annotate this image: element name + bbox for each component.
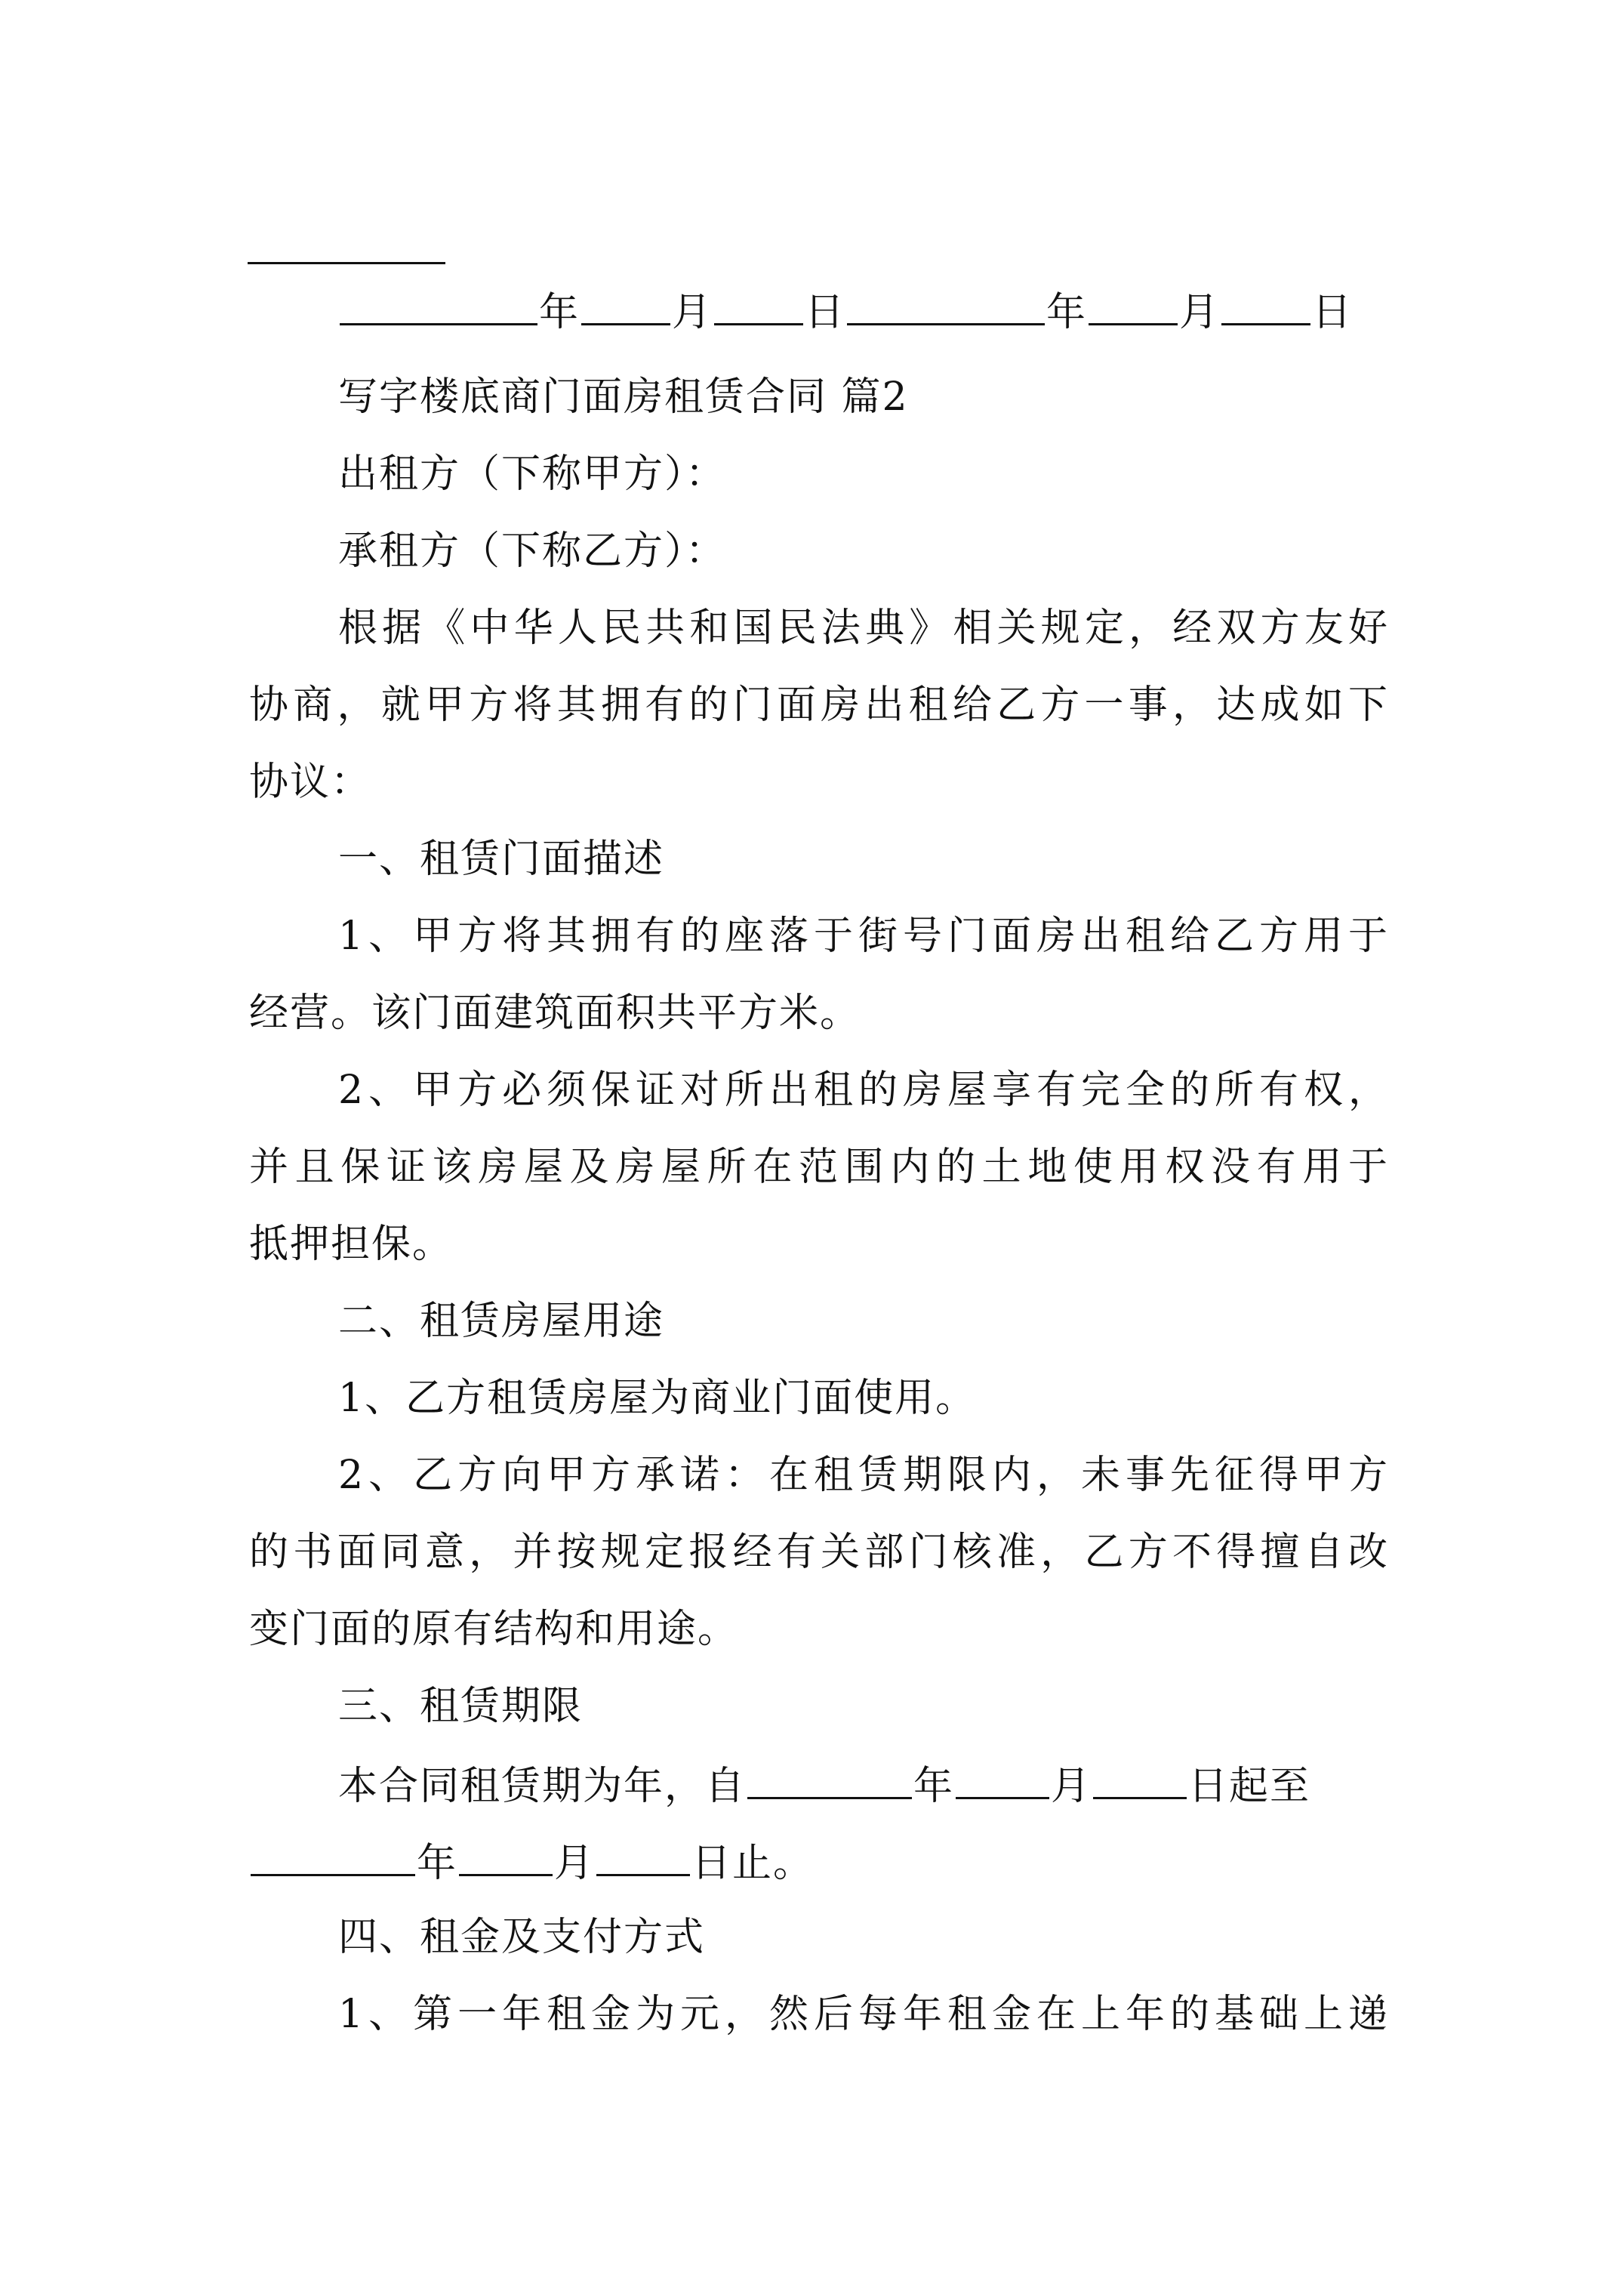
intro-line-2: 协商，就甲方将其拥有的门面房出租给乙方一事，达成如下 [249, 683, 1389, 728]
section-1-item-2-line-3: 抵押担保。 [249, 1222, 454, 1267]
end-year-blank [251, 1836, 415, 1876]
start-year-blank [747, 1759, 912, 1799]
day-blank [714, 285, 803, 325]
intro-line-3: 协议： [249, 760, 372, 805]
section-4-heading: 四、租金及支付方式 [338, 1915, 706, 1960]
section-1-item-2-line-1: 2、甲方必须保证对所出租的房屋享有完全的所有权， [338, 1068, 1389, 1113]
section-2-item-2-line-2: 的书面同意，并按规定报经有关部门核准，乙方不得擅自改 [249, 1530, 1389, 1575]
contract-title: 写字楼底商门面房租赁合同 篇2 [338, 374, 909, 420]
start-day-blank [1093, 1759, 1187, 1799]
section-4-item-1: 1、第一年租金为元，然后每年租金在上年的基础上递 [338, 1992, 1389, 2037]
section-1-item-2-line-2: 并且保证该房屋及房屋所在范围内的土地使用权没有用于 [249, 1145, 1389, 1190]
year-blank [847, 285, 1045, 325]
end-month-blank [459, 1836, 553, 1876]
year-blank [340, 285, 537, 325]
section-2-item-1: 1、乙方租赁房屋为商业门面使用。 [338, 1376, 977, 1421]
section-2-item-2-line-3: 变门面的原有结构和用途。 [249, 1607, 739, 1652]
section-2-item-2-line-1: 2、乙方向甲方承诺：在租赁期限内，未事先征得甲方 [338, 1453, 1389, 1498]
signature-date-line: 年 月 日 年 月 日 [338, 285, 1389, 337]
lessor-line: 出租方（下称甲方）： [338, 451, 727, 497]
section-1-item-1-line-2: 经营。该门面建筑面积共平方米。 [249, 991, 861, 1036]
day-blank [1221, 285, 1310, 325]
intro-line-1: 根据《中华人民共和国民法典》相关规定，经双方友好 [338, 606, 1389, 651]
section-1-item-1-line-1: 1、甲方将其拥有的座落于街号门面房出租给乙方用于 [338, 914, 1389, 959]
section-1-heading: 一、租赁门面描述 [338, 837, 665, 882]
section-3-term-line-2: 年 月 日止。 [249, 1836, 1389, 1888]
signature-blank-line [248, 262, 445, 264]
end-day-blank [596, 1836, 690, 1876]
section-3-term-line-1: 本合同租赁期为年，自 年 月 日起至 [338, 1759, 1389, 1811]
lessee-line: 承租方（下称乙方）： [338, 529, 727, 574]
section-2-heading: 二、租赁房屋用途 [338, 1299, 665, 1344]
month-blank [581, 285, 670, 325]
start-month-blank [956, 1759, 1049, 1799]
section-3-heading: 三、租赁期限 [338, 1684, 584, 1729]
month-blank [1089, 285, 1178, 325]
